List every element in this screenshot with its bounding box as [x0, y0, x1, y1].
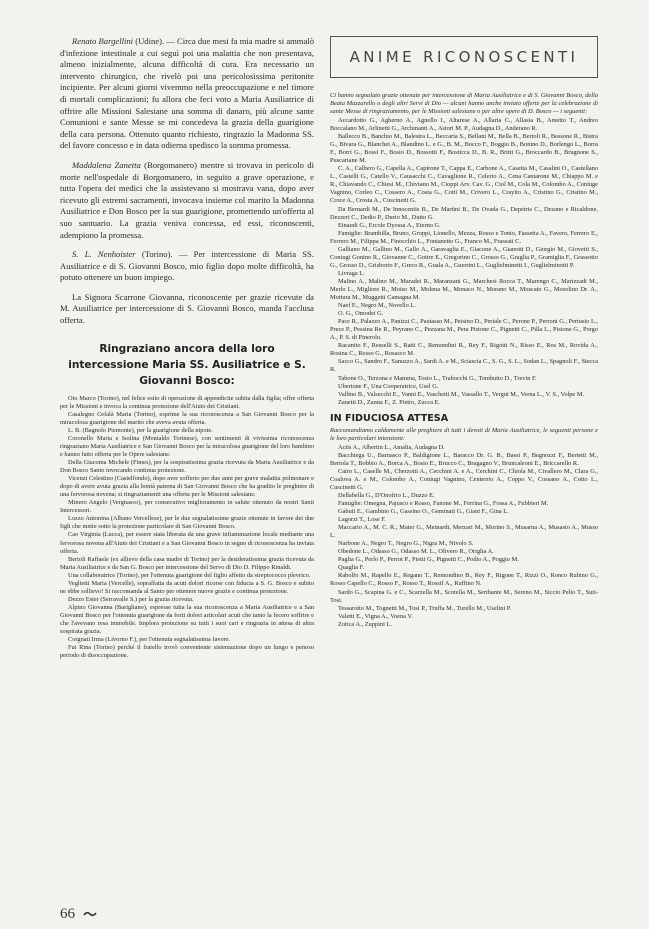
names-entry: Cairo L., Caselle M., Cherzotti A., Cecchini A. e A., Cerchini C., Chiola M., Civallero M., Clara G., Coalova A. e M., Colombo A., Coniugi Vagnino, Centerrio A., Coppo V., Cossano A., Cotto L., Cuscinetti G. — [330, 467, 598, 491]
testimony-paragraph: S. L. Nenhoister (Torino). — Per intercessione di Maria SS. Ausiliatrice e di S. Giovanni Bosco, mio figlio dopo molte difficoltà, ha potuto ottenere un buon impiego. — [60, 249, 314, 283]
thanks-entry: Vicenzi Celestino (Castelfondo), dopo aver sofferto per due anni per grave malattia polmonare e dopo di avere avuta grazia alla bontà paterna di San Giovanni Bosco che ha gradito le preghiere di una fervorosa novena; si ringraziamenti una offerta per le Missioni salesiane. — [60, 475, 314, 499]
thanks-entry: L. B. (Bagnolo Piemonte), per la guarigione della nipote. — [68, 426, 213, 434]
names-entry: Valetti E., Vigna A., Voena V. — [338, 612, 413, 620]
left-column — [60, 36, 314, 916]
thanks-entry: Della Giacoma Michele (Fimes), per la sospiratissima grazia ricevuta da Maria Ausiliatrice e da Don Bosco Santo invocando continua protezione. — [60, 459, 314, 475]
testimony-paragraph: La Signora Scarrone Giovanna, riconoscente per grazie ricevute da M. Ausiliatrice per intercessione di S. Giovanni Bosco, manda l'acclusa offerta. — [60, 291, 314, 326]
right-column — [330, 36, 598, 916]
thanks-entry: Minero Angelo (Vergnasco), per consecutivo miglioramento in salute ottenuto da nostri Santi Intercessori. — [60, 499, 314, 515]
thanks-list — [60, 395, 314, 661]
names-entry: Dellabella G., D'Onofrio L., Duzzo E. — [338, 491, 435, 499]
section-heading-2: IN FIDUCIOSA ATTESA — [330, 412, 449, 424]
names-entry: Livraga L. — [338, 269, 365, 277]
names-entry: Racanito F., Resselli S., Ratti C., Remondini R., Rey F., Rigotti N., Risso E., Ros M., Rovida A., Rosina C., Rosso G., Rosasco M. — [330, 342, 598, 358]
thanks-entry: Fui Rina (Torino) perché il fratello trovò conveniente sistemazione dopo un lungo e penoso periodo di disoccupazione. — [60, 644, 314, 660]
testimony-paragraph: Maddalena Zanetta (Borgomanero) mentre si trovava in pericolo di morte nell'ospedale di Borgomanero, in seguito a grave operazione, e tutta l'opera dei medici che la assistevano si mostrava vana, dopo aver ricevuto gli estremi sacramenti, invocava insieme col marito la Madonna Ausiliatrice e Don Bosco per la sua guarigione, promettendo un'offerta al suo santuario. La grazia veniva concessa, ed essi, riconoscenti, adempiono la promessa. — [60, 159, 314, 240]
intro-text: Ci hanno segnalato grazie ottenute per intercessione di Maria Ausiliatrice e di S. Giovanni Bosco, della Beata Mazzarello o degli altri Servi di Dio — alcuni hanno anche inviato offerte per la celebrazione di sante Messe di ringraziamento, per le Missioni salesiane o per altre opere di D. Bosco — i seguenti: — [330, 92, 598, 115]
page-number: 66 — [60, 905, 75, 922]
thanks-entry: Casalegno Cefalà Maria (Torino), esprime la sua riconoscenza a San Giovanni Bosco per la miracolosa guarigione del marito che aveva avuta offerta. — [60, 410, 314, 426]
names-entry: Ubertone F., Una Cooperatrice, Usel G. — [338, 382, 439, 390]
names-entry: C. A., Calbero G., Capella A., Capirone T., Cappa E., Carbone A., Casetta M., Casalini O., Castellano L., Castelli G., Catello V., Causacchi C., Cavaglione R., Celerio A., Cena Cantarone M., Chiappo M. e R., Chiavando C., Chiesi M., Chiviano M., Cioppi Arv. Cav. G., Ciol M., Cola M., Colombo A., Coniuge Vagnino, Corleo C., Cossero A., Costa G., Cotti M., Crivero L., Crayito A., Cristino G., Cristino M., Croce A., Crosta A., Cuscinetti G. — [330, 165, 598, 205]
names-entry: Sardo G., Scapina G. e C., Scarzella M., Scotella M., Seribante M., Sereno M., Siccio Pelio T., Suti-Tosi. — [330, 588, 598, 604]
names-entry: Pace R., Palazzo A., Panizzi C., Pautasso M., Peisino D., Periale C., Perone P., Perroni G., Pertusio L., Prece P., Pessina Re R., Peyrano C., Pezzana M., Pera Pistone C., Pignetti C., Pilla L., Pistone G., Porgo A., P. S. di Pinerolo. — [330, 318, 598, 342]
names-entry: Actis A., Albertin L., Amalia, Audagna D. — [338, 443, 445, 451]
footer — [60, 905, 97, 923]
names-entry: Malino A., Malino M., Maradei R., Maranzani G., Marchesi Rocca T., Marengo C., Marizzadi M., Merlo L., Migliore R., Moiso M., Molena M., Monaco N., Morano M., Moscato G., Mosolino Dr. A., Mottura M., Muggetti Camagna M. — [330, 277, 598, 302]
names-entry: Lagorzi T., Lose F. — [338, 516, 386, 524]
names-entry: Quaglia F. — [338, 564, 365, 572]
names-entry: Obedone L., Odasso G., Odasso M. L., Olivero R., Origlia A. — [338, 548, 494, 556]
names-entry: Bacchiega U., Barnasco P., Baldigione L., Baracco Dr. G. B., Bassi P., Begnozzi F., Bertetti M., Bertola T., Bobbio A., Borca A., Bosio E., Brucco C., Bragagno V., Bruncaleoni E., Briccarello R. — [330, 451, 598, 467]
names-entry: Tessarotto M., Tognetti M., Tosi P., Truffa M., Turello M., Uselini P. — [338, 604, 512, 612]
testimony-paragraph: Renato Bargellini (Udine). — Circa due mesi fa mia madre si ammalò d'infezione intestinale a cui seguì poi una malattia che non presentava, almeno inizialmente, alcuna difficoltà di cura. Era necessario un intervento chirurgico, che rivelò poi una pericolosissima peritonite incipiente. Per alcuni giorni vivemmo nella preoccupazione e nel timore di mortali complicazioni; fu allora che feci voto a Maria Ausiliatrice di offrire alle Missioni Salesiane una somma di danaro, più alcune sante Comunioni e sante Messe se mi concedeva la grazia della guarigione della cara persona. Ottenuto quanto richiesto, ringrazio la Madonna SS. del favore concesso e in data odierna spedisco la somma promessa. — [60, 36, 314, 151]
names-entry: Naef E., Negro M., Novello L. — [338, 302, 416, 310]
thanks-entry: Veglietti Maria (Vercelle), sopraffatta da acuti dolori ricorse con fiducia a S. G. Bosco e subito ne ebbe sollievo! Si raccomanda al Santo per ottenere nuove grazie e continua protezione. — [60, 579, 314, 595]
names-entry: Sacco G., Sandro F., Sanuzzo A., Sardi A. e M., Sciascia C., S. G., S. L., Sodan L., Spagnoli F., Stecca R. — [330, 358, 598, 374]
thanks-entry: Lozzo Antonina (Albano Vercellese), per le due segnalatissime grazie ottenute in favore dei due figli che mette sotto la protezione particolare di San Giovanni Bosco. — [60, 515, 314, 531]
thanks-entry: Dezzo Ester (Serravalle S.) per la grazia ricevuta. — [68, 595, 194, 603]
names-entry: Famiglie: Omegna, Pajusco e Rosso, Fanone M., Ferrina G., Fossa A., Fubbieri M. — [338, 500, 549, 508]
thanks-entry: Cao Virginia (Lucca), per essere stata liberata da una grave infiammazione locale mediante una fervorosa novena all'Aiuto dei Cristiani e a San Giovanni Bosco in segno di riconoscenza ha inviata offerta. — [60, 531, 314, 555]
thanks-entry: Alpino Giovanna (Barigliano), espresse tutta la sua riconoscenza a Maria Ausiliatrice e a San Giovanni Bosco per l'ottenuta guarigione da forti dolori articolari acuti che tanto la fecero soffrire e che l'avevano resa immobile. Implora protezione su tutti i suoi cari e ringrazia in attesa di altra sospirata grazia. — [60, 603, 314, 636]
names-entry: Accardotto G., Agherno A., Agnello I., Altarese A., Allaria C., Allasia B., Ametto T., Andreo Boccalano M., Arlinetti G., Archinanti A., Astori M. P., Audagna D., Anderano R. — [330, 117, 598, 133]
section-title-box — [330, 36, 598, 78]
intro-text-2: Raccomandiamo caldamente alle preghiere di tutti i devoti di Maria Ausiliatrice, le seguenti persone e le loro particolari intenzioni: — [330, 426, 598, 442]
names-entry: Da Bernardi M., De Innocentis B., De Martini B., De Ovada G., Depetris C., Dezano e Ricaldone, Dezzeri C., Dedio P., Durio M., Dutto G. — [330, 205, 598, 221]
names-entry: Tabone O., Terzona e Mamma, Tosio L., Trabocchi G., Tombutto D., Trevin F. — [338, 374, 537, 382]
names-entry: Famiglie: Brambilla, Bruno, Groppi, Lionello, Mezza, Rosso e Tonio, Fassetta A., Favero, Ferrero E., Ferrero M., Filippa M., Finocchio L., Fontanetto G., Franco M., Frassati C. — [330, 229, 598, 245]
names-entry: Rabolfo M., Rapello E., Regano T., Remondino B., Rey F., Rigone T., Rizzi O., Ronco Rubino G., Rosso Capello C., Rosso F., Rosso T., Rossif A., Ruffino N. — [330, 572, 598, 588]
names-entry: Ballecco B., Banchio M., Balestra L., Beccaria S., Bellani M., Bella B., Bertoli R., Bessone R., Bistra G., Bivara G., Blanchet A., Blandino L. e G., B. M., Bocco F., Boggio B., Bonino D., Borlengo L., Borra F., Borri G., Bossi F., Bosio D., Bossotti F., Bosticca D., B. R., Britti G., Broccardo B., Brugnone S., Puscariane M. — [330, 133, 598, 165]
names-entry: Narbone A., Negro T., Negro G., Nigra M., Nivolo S. — [338, 540, 474, 548]
names-entry: Vallino B., Valsecchi E., Vanni E., Vaschetti M., Vassallo T., Vergut M., Verna L., V. S., Volpe M. — [338, 390, 585, 398]
names-entry: Gabuti E., Gambino G., Gassino O., Geminati G., Giani F., Gina L. — [338, 508, 509, 516]
names-entry: Paglia G., Perlo P., Perrot P., Pietti G., Pignetti C., Podio A., Poggio M. — [338, 556, 519, 564]
thanks-entry: Oto Marco (Torino), nel felice esito di operazione di appendicite subita dalla figlia; offre offerta per le Missioni e invoca la continua protezione dell'Aiuto dei Cristiani. — [60, 394, 314, 410]
names-entry: Galliano M., Gallino M., Gallo A., Garavaglia E., Giacone A., Gianotti D., Giorgio M., Giovetti S., Coniugi Gonino R., Giovanne C., Gottre E., Gregorino C., Grosso G., Graglia P., Gramiglia F., Grassotto G., Grosso D., Grisborio F., Greco R., Guala A., Guerrini L., Guglielminetti I., Guglielminotti P. — [330, 245, 598, 269]
thanks-entry: Bertoli Raffaele (ex allievo della casa madre di Torino) per la desideratissima grazia ricevuta da Maria Ausiliatrice e da San G. Bosco per intercessione del Servo di Dio D. Filippo Rinaldi. — [60, 555, 314, 571]
thanks-entry: Coronello Maria e Isolina (Montaldo Torinese), con sentimenti di vivissima riconoscenza ringraziano Maria Ausiliatrice e San Giovanni Bosco per la miracolosa guarigione del loro bambino e hanno fatto offerta per le Opere salesiane. — [60, 434, 314, 458]
names-entry: O. G., Omodei G. — [338, 310, 384, 318]
thanks-entry: Corgnati Irma (Livorno F.), per l'ottenuta segnalatissima favore. — [68, 636, 231, 644]
names-list-2 — [330, 444, 598, 629]
names-entry: Zanetti D., Zanna F., Z. Pietro, Zucca E. — [338, 398, 441, 406]
names-entry: Maccario A., M. C. R., Maier G., Meinardi, Merzari M., Morino S., Musarna A., Musasto A., Musso L. — [330, 524, 598, 540]
names-list-1 — [330, 117, 598, 407]
names-entry: Einaudi G., Ercole Dyossa A., Eterno G. — [338, 221, 441, 229]
wave-ornament-icon — [83, 905, 97, 923]
section-heading: Ringraziano ancora della loro intercessione Maria SS. Ausiliatrice e S. Giovanni Bosco: — [68, 342, 306, 387]
names-entry: Zotica A., Zuppini L. — [338, 620, 392, 628]
section-title: ANIME RICONOSCENTI — [349, 48, 579, 66]
thanks-entry: Una collaboratrice (Torino), per l'ottenuta guarigione del figlio affetto da streptococco plevrico. — [68, 571, 311, 579]
